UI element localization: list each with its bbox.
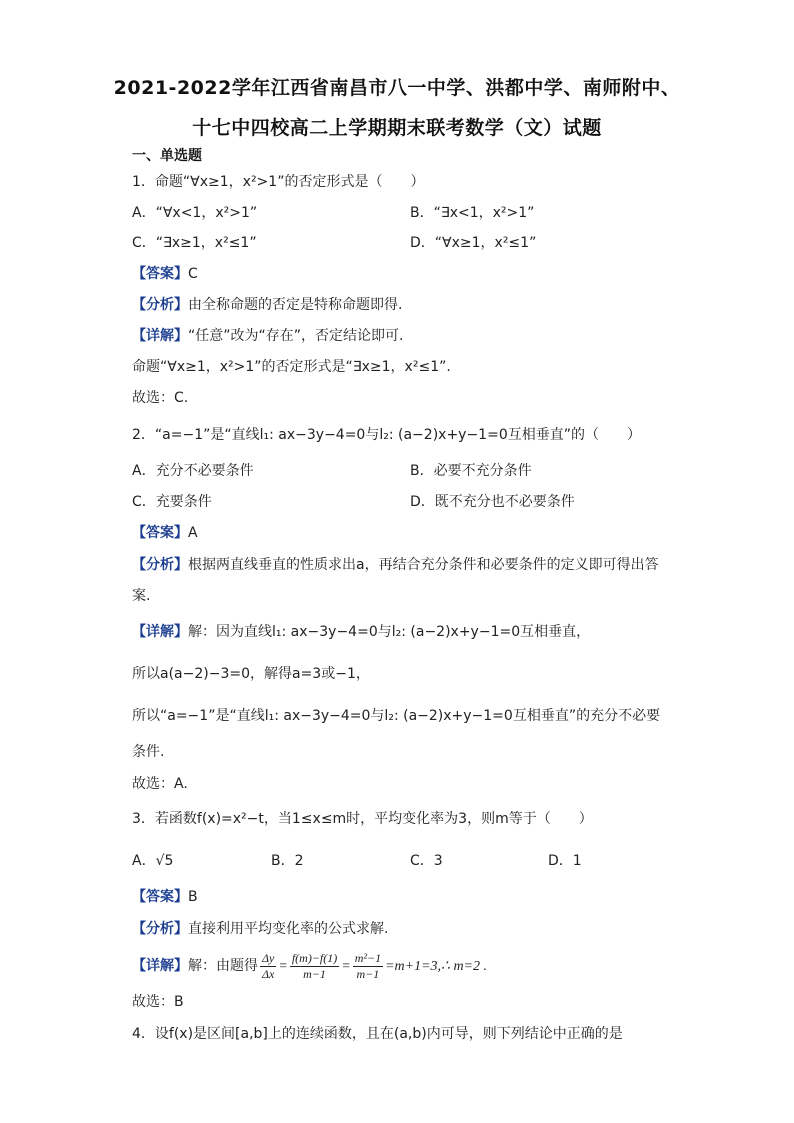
question-3-answer	[132, 887, 198, 907]
question-2-detail	[132, 622, 590, 642]
question-3-analysis	[132, 919, 388, 939]
analysis-text: 由全称命题的否定是特称命题即得.	[188, 297, 403, 313]
question-2-option-c: C．充要条件	[132, 494, 212, 510]
question-1-conclusion: 故选：C.	[132, 390, 189, 406]
question-2-detail-3: 所以“a=−1”是“直线l₁: ax−3y−4=0与l₂: (a−2)x+y−1=0互相垂直”的充分不必要	[132, 708, 661, 724]
question-1-detail	[132, 326, 403, 346]
question-1-option-d: D．“∀x≥1，x²≤1”	[410, 235, 537, 251]
question-1-stem: 1．命题“∀x≥1，x²>1”的否定形式是（ ）	[132, 174, 425, 190]
fraction-dy-dx	[260, 951, 276, 982]
question-1-analysis	[132, 295, 402, 315]
question-2-stem: 2．“a=−1”是“直线l₁: ax−3y−4=0与l₂: (a−2)x+y−1=0互相垂直”的（ ）	[132, 427, 641, 443]
question-1-option-b: B．“∃x<1，x²>1”	[410, 205, 535, 221]
fraction-numerator: Δy	[262, 950, 275, 965]
question-2-option-d: D．既不充分也不必要条件	[410, 494, 575, 510]
question-3-option-d: D．1	[548, 853, 582, 869]
question-3-conclusion: 故选：B	[132, 994, 184, 1010]
question-1-answer	[132, 264, 198, 284]
answer-value: B	[188, 889, 198, 905]
answer-label: 【答案】	[132, 889, 188, 905]
question-2-analysis	[132, 555, 659, 575]
detail-text: “任意”改为“存在”，否定结论即可.	[188, 328, 404, 344]
fraction-numerator: m²−1	[354, 950, 382, 965]
fraction-denominator: Δx	[262, 966, 275, 981]
detail-suffix: =m+1=3,∴ m=2 .	[385, 959, 487, 974]
question-2-conclusion: 故选：A.	[132, 776, 188, 792]
answer-value: C	[188, 266, 198, 282]
question-1-detail-2: 命题“∀x≥1，x²>1”的否定形式是“∃x≥1，x²≤1”.	[132, 359, 451, 375]
question-2-answer	[132, 523, 198, 543]
question-3-option-b: B．2	[271, 853, 304, 869]
question-3-detail: 【详解】解：由题得 $\frac{\Delta y}{\Delta x}$ = $\frac{f(m)-f(1)}{m-1}$ = $\frac{\text{m²−1}}{m-1}$ =m+1=3,∴ m=2 .	[132, 950, 487, 981]
analysis-text: 直接利用平均变化率的公式求解.	[188, 921, 389, 937]
question-1-option-a: A．“∀x<1，x²>1”	[132, 205, 258, 221]
question-2-analysis-cont: 案.	[132, 588, 151, 604]
answer-label: 【答案】	[132, 525, 188, 541]
analysis-label: 【分析】	[132, 297, 188, 313]
question-3-option-c: C．3	[410, 853, 443, 869]
fraction-denominator: m−1	[303, 966, 326, 981]
detail-label: 【详解】	[132, 624, 188, 640]
question-3-stem: 3．若函数f(x)=x²−t，当1≤x≤m时，平均变化率为3，则m等于（ ）	[132, 811, 593, 827]
fraction-numerator: f(m)−f(1)	[291, 950, 338, 965]
question-4-stem: 4．设f(x)是区间[a,b]上的连续函数，且在(a,b)内可导，则下列结论中正确的是	[132, 1026, 623, 1042]
document-title-line-1: 2021-2022学年江西省南昌市八一中学、洪都中学、南师附中、	[113, 77, 681, 99]
answer-value: A	[188, 525, 198, 541]
section-heading: 一、单选题	[132, 148, 202, 164]
fraction-simplified	[353, 951, 383, 982]
answer-label: 【答案】	[132, 266, 188, 282]
analysis-label: 【分析】	[132, 557, 188, 573]
question-2-detail-4: 条件.	[132, 744, 165, 760]
fraction-difference-quotient	[290, 951, 339, 982]
detail-prefix: 解：由题得	[188, 958, 258, 974]
detail-label: 【详解】	[132, 328, 188, 344]
detail-text: 解：因为直线l₁: ax−3y−4=0与l₂: (a−2)x+y−1=0互相垂直，	[188, 624, 591, 640]
fraction-denominator: m−1	[356, 966, 380, 981]
question-1-option-c: C．“∃x≥1，x²≤1”	[132, 235, 257, 251]
question-3-option-a: A．√5	[132, 853, 174, 869]
question-2-detail-2: 所以a(a−2)−3=0，解得a=3或−1，	[132, 666, 370, 682]
document-title-line-2: 十七中四校高二上学期期末联考数学（文）试题	[192, 117, 602, 139]
question-2-option-a: A．充分不必要条件	[132, 463, 254, 479]
detail-label: 【详解】	[132, 958, 188, 974]
analysis-text: 根据两直线垂直的性质求出a，再结合充分条件和必要条件的定义即可得出答	[188, 557, 659, 573]
analysis-label: 【分析】	[132, 921, 188, 937]
question-2-option-b: B．必要不充分条件	[410, 463, 532, 479]
